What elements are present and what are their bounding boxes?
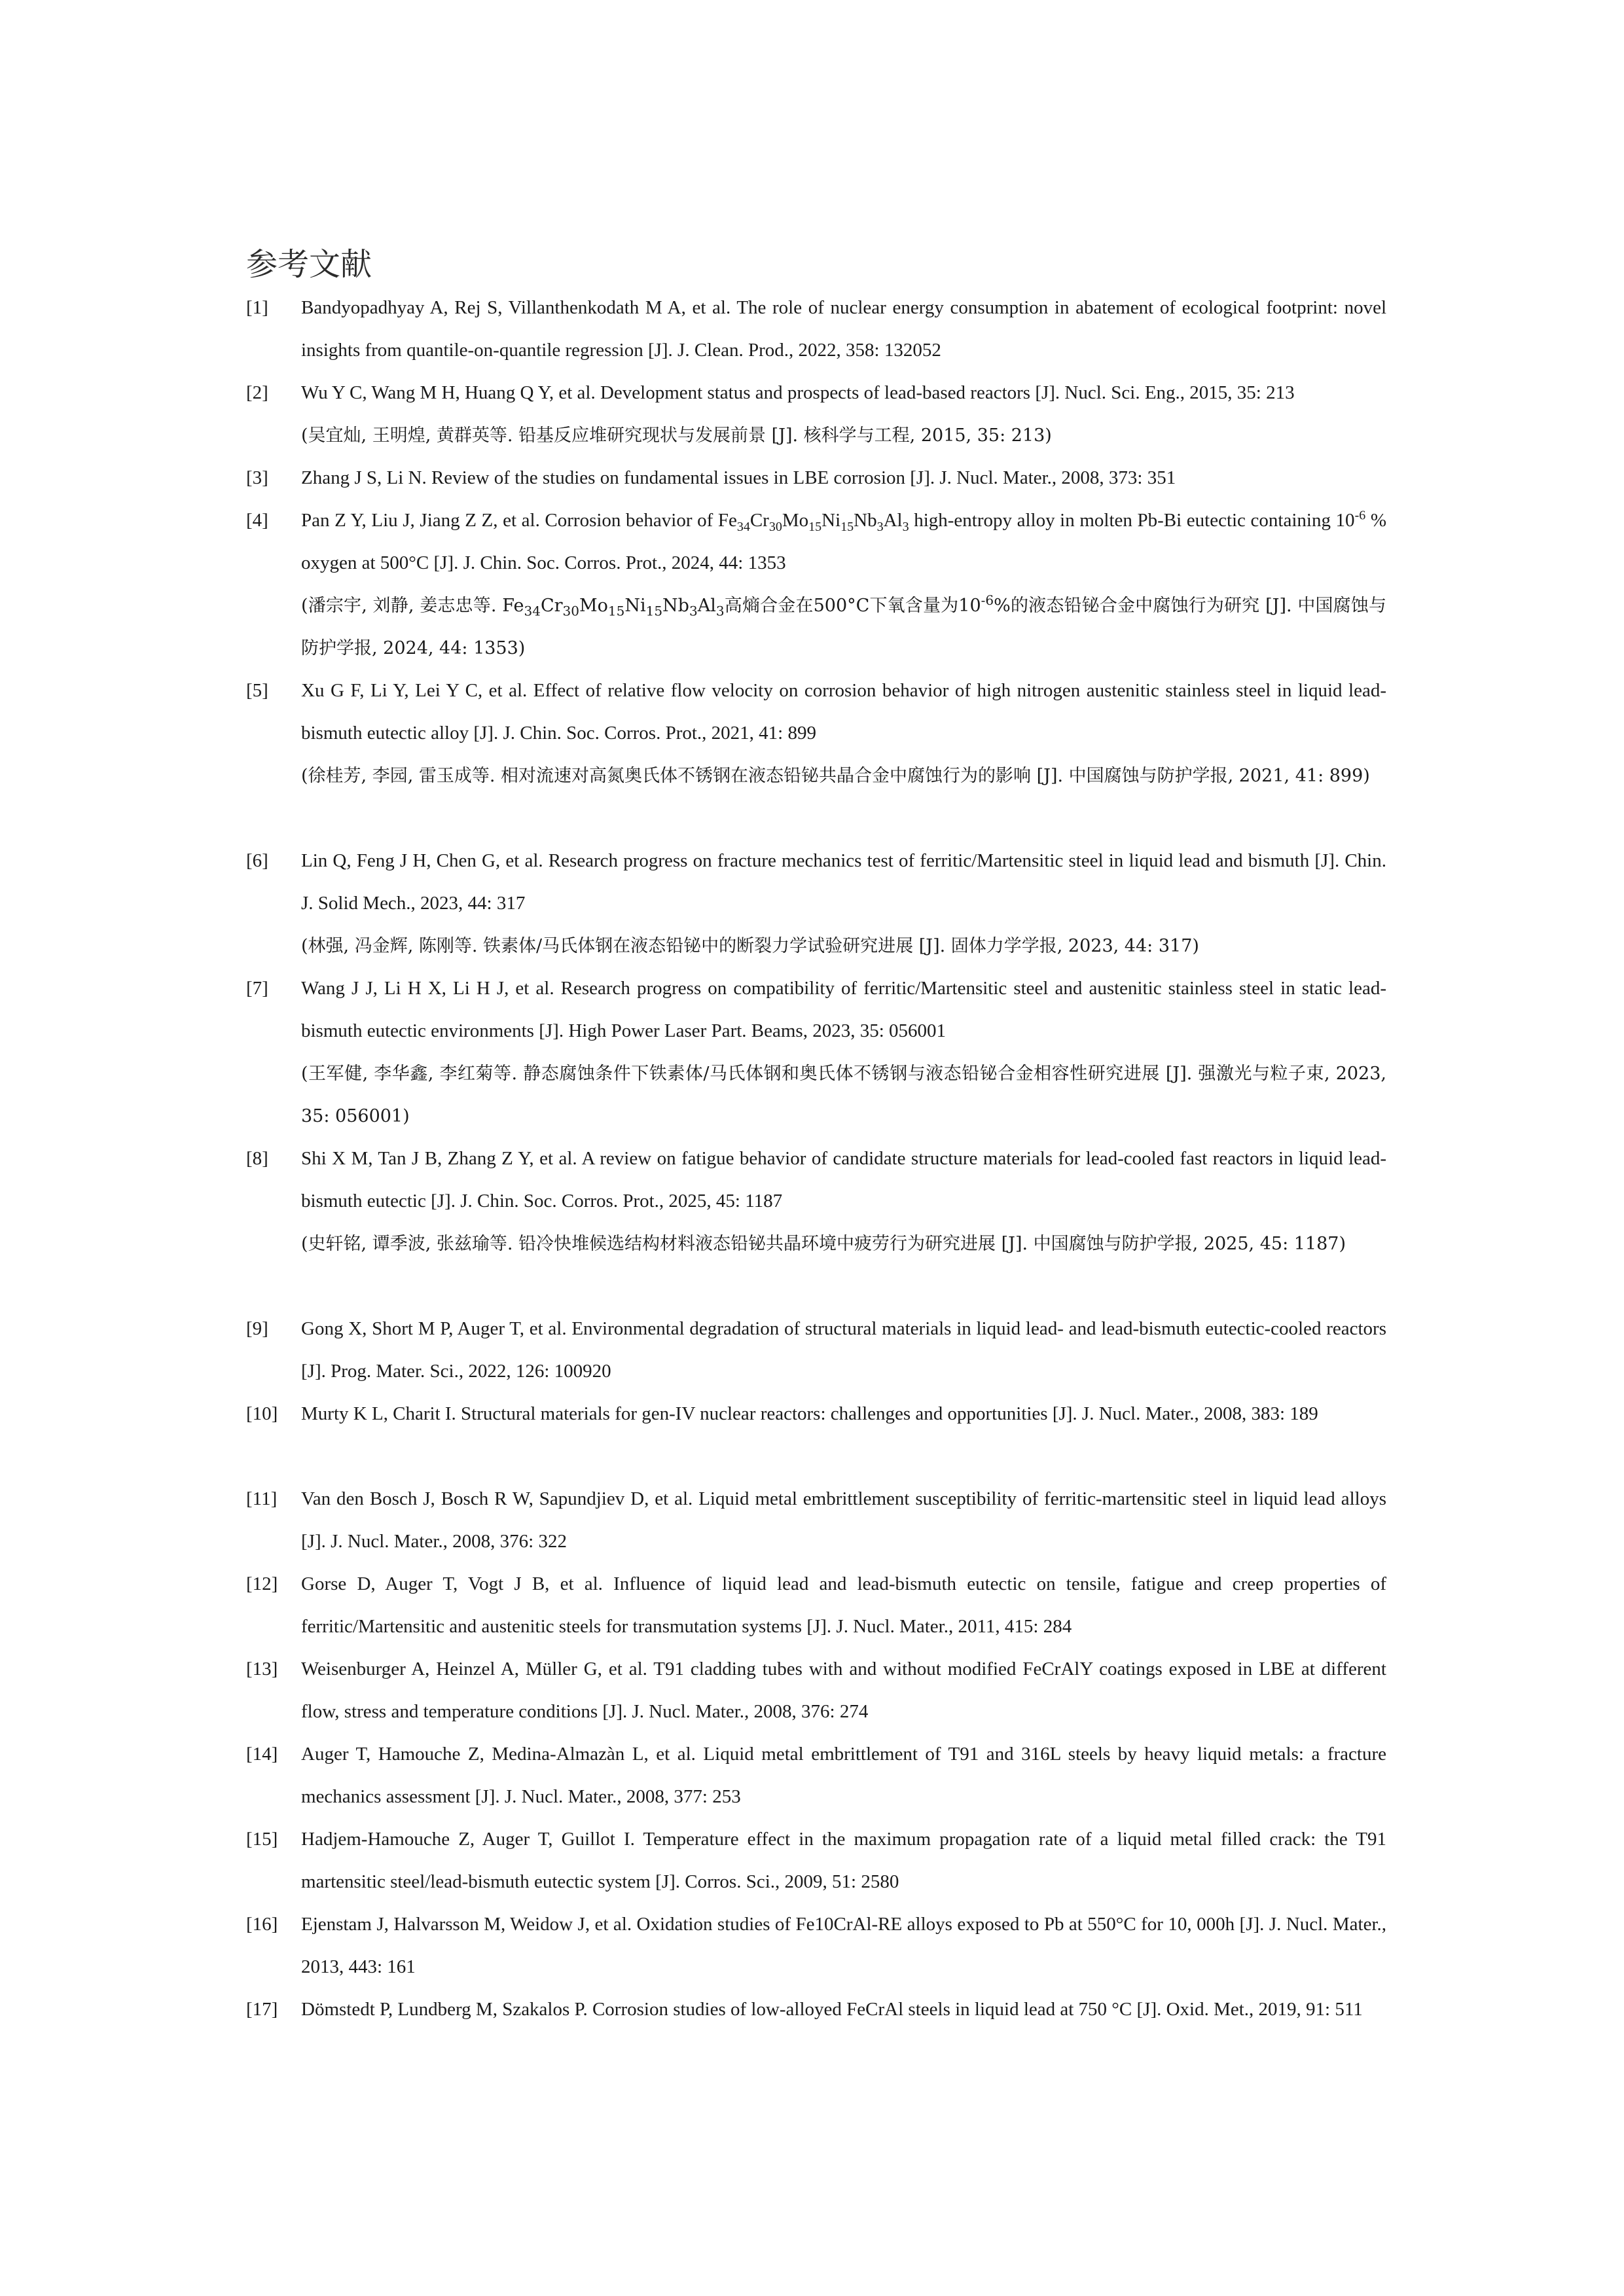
reference-text-zh: (吴宜灿, 王明煌, 黄群英等. 铅基反应堆研究现状与发展前景 [J]. 核科学与工程, 2015, 35: 213) [301,425,1052,446]
reference-item [246,372,1386,457]
reference-item [246,1733,1386,1818]
reference-number: [15] [246,1829,278,1850]
reference-item [246,1818,1386,1903]
reference-text-en: Ejenstam J, Halvarsson M, Weidow J, et al. Oxidation studies of Fe10CrAl-RE alloys exposed to Pb at 550°C for 10, 000h [J]. J. Nucl. Mater., 2013, 443: 161 [301,1914,1386,1977]
reference-item [246,1648,1386,1733]
reference-number: [5] [246,680,268,701]
reference-number: [3] [246,467,268,488]
reference-text-zh: (徐桂芳, 李园, 雷玉成等. 相对流速对高氮奥氏体不锈钢在液态铅铋共晶合金中腐蚀行为的影响 [J]. 中国腐蚀与防护学报, 2021, 41: 899) [301,766,1370,786]
reference-number: [17] [246,1999,278,2020]
reference-number: [1] [246,297,268,318]
reference-number: [10] [246,1403,278,1424]
reference-item [246,1988,1386,2031]
reference-text-en: Gorse D, Auger T, Vogt J B, et al. Influence of liquid lead and lead-bismuth eutectic on tensile, fatigue and creep properties of ferritic/Martensitic and austenitic steels for transmutation systems [J]. J. Nucl. Mater., 2011, 415: 284 [301,1573,1386,1637]
reference-number: [9] [246,1318,268,1339]
reference-item [246,499,1386,670]
reference-number: [14] [246,1744,278,1765]
reference-text-zh: (史轩铭, 谭季波, 张兹瑜等. 铅冷快堆候选结构材料液态铅铋共晶环境中疲劳行为研究进展 [J]. 中国腐蚀与防护学报, 2025, 45: 1187) [301,1234,1346,1254]
reference-number: [11] [246,1488,278,1509]
reference-text-zh: (林强, 冯金辉, 陈刚等. 铁素体/马氏体钢在液态铅铋中的断裂力学试验研究进展 [J]. 固体力学学报, 2023, 44: 317) [301,936,1199,956]
reference-item [246,1478,1386,1563]
reference-item [246,840,1386,967]
reference-item [246,457,1386,499]
reference-text-en: Murty K L, Charit I. Structural materials for gen-IV nuclear reactors: challenges and opportunities [J]. J. Nucl. Mater., 2008, 383: 189 [301,1403,1318,1424]
reference-item [246,670,1386,797]
reference-item [246,1138,1386,1265]
reference-text-en: Bandyopadhyay A, Rej S, Villanthenkodath M A, et al. The role of nuclear energy consumption in abatement of ecological footprint: novel insights from quantile-on-quantile regression [J]. J. Clean. Prod., 2022, 358: 132052 [301,297,1386,361]
reference-text-en: Zhang J S, Li N. Review of the studies on fundamental issues in LBE corrosion [J]. J. Nucl. Mater., 2008, 373: 351 [301,467,1176,488]
reference-text-en: Van den Bosch J, Bosch R W, Sapundjiev D, et al. Liquid metal embrittlement susceptibility of ferritic-martensitic steel in liquid lead alloys [J]. J. Nucl. Mater., 2008, 376: 322 [301,1488,1386,1552]
reference-number: [4] [246,510,268,531]
references-heading: 参考文献 [246,246,372,283]
reference-number: [7] [246,978,268,999]
reference-text-en: Wang J J, Li H X, Li H J, et al. Research progress on compatibility of ferritic/Martensitic steel and austenitic stainless steel in static lead-bismuth eutectic environments [J]. High Power Laser Part. Beams, 2023, 35: 056001 [301,978,1386,1041]
reference-item [246,1308,1386,1393]
reference-text-en: Pan Z Y, Liu J, Jiang Z Z, et al. Corrosion behavior of $Fe_{34}Cr_{30}Mo_{15}Ni_{15}Nb_3Al_3$ high-entropy alloy in molten Pb-Bi eutectic containing $10^{-6}$ % oxygen at 500°C [J]. J. Chin. Soc. Corros. Prot., 2024, 44: 1353 [301,508,1386,573]
reference-text-en: Weisenburger A, Heinzel A, Müller G, et al. T91 cladding tubes with and without modified FeCrAlY coatings exposed in LBE at different flow, stress and temperature conditions [J]. J. Nucl. Mater., 2008, 376: 274 [301,1659,1386,1722]
reference-number: [12] [246,1573,278,1594]
reference-item [246,1563,1386,1648]
reference-text-en: Dömstedt P, Lundberg M, Szakalos P. Corrosion studies of low-alloyed FeCrAl steels in liquid lead at 750 °C [J]. Oxid. Met., 2019, 91: 511 [301,1999,1363,2020]
reference-text-en: Shi X M, Tan J B, Zhang Z Y, et al. A review on fatigue behavior of candidate structure materials for lead-cooled fast reactors in liquid lead-bismuth eutectic [J]. J. Chin. Soc. Corros. Prot., 2025, 45: 1187 [301,1148,1386,1211]
reference-number: [13] [246,1659,278,1679]
reference-text-en: Hadjem-Hamouche Z, Auger T, Guillot I. Temperature effect in the maximum propagation rate of a liquid metal filled crack: the T91 martensitic steel/lead-bismuth eutectic system [J]. Corros. Sci., 2009, 51: 2580 [301,1829,1386,1892]
reference-item [246,287,1386,372]
reference-text-en: Wu Y C, Wang M H, Huang Q Y, et al. Development status and prospects of lead-based reactors [J]. Nucl. Sci. Eng., 2015, 35: 213 [301,382,1295,403]
reference-number: [8] [246,1148,268,1169]
reference-number: [16] [246,1914,278,1935]
reference-text-en: Xu G F, Li Y, Lei Y C, et al. Effect of relative flow velocity on corrosion behavior of high nitrogen austenitic stainless steel in liquid lead-bismuth eutectic alloy [J]. J. Chin. Soc. Corros. Prot., 2021, 41: 899 [301,680,1386,744]
reference-item [246,967,1386,1138]
reference-item [246,1903,1386,1988]
alloy-formula: $Fe_{34}Cr_{30}Mo_{15}Ni_{15}Nb_3Al_3$ [502,596,725,619]
reference-text-en: Auger T, Hamouche Z, Medina-Almazàn L, et al. Liquid metal embrittlement of T91 and 316L steels by heavy liquid metals: a fracture mechanics assessment [J]. J. Nucl. Mater., 2008, 377: 253 [301,1744,1386,1807]
reference-text-en: Lin Q, Feng J H, Chen G, et al. Research progress on fracture mechanics test of ferritic/Martensitic steel in liquid lead and bismuth [J]. Chin. J. Solid Mech., 2023, 44: 317 [301,850,1386,914]
reference-item [246,1393,1386,1435]
reference-text-en: Gong X, Short M P, Auger T, et al. Environmental degradation of structural materials in liquid lead- and lead-bismuth eutectic-cooled reactors [J]. Prog. Mater. Sci., 2022, 126: 100920 [301,1318,1386,1382]
alloy-formula: $Fe_{34}Cr_{30}Mo_{15}Ni_{15}Nb_3Al_3$ [717,510,909,534]
reference-number: [6] [246,850,268,871]
reference-number: [2] [246,382,268,403]
reference-text-zh: (潘宗宇, 刘静, 姜志忠等. $Fe_{34}Cr_{30}Mo_{15}Ni_{15}Nb_3Al_3$高熵合金在500°C下氧含量为$10^{-6}\%$的液态铅铋合金中腐蚀行为研究 [J]. 中国腐蚀与防护学报, 2024, 44: 1353) [301,592,1387,658]
reference-text-zh: (王军健, 李华鑫, 李红菊等. 静态腐蚀条件下铁素体/马氏体钢和奥氏体不锈钢与液态铅铋合金相容性研究进展 [J]. 强激光与粒子束, 2023, 35: 056001) [301,1064,1386,1126]
